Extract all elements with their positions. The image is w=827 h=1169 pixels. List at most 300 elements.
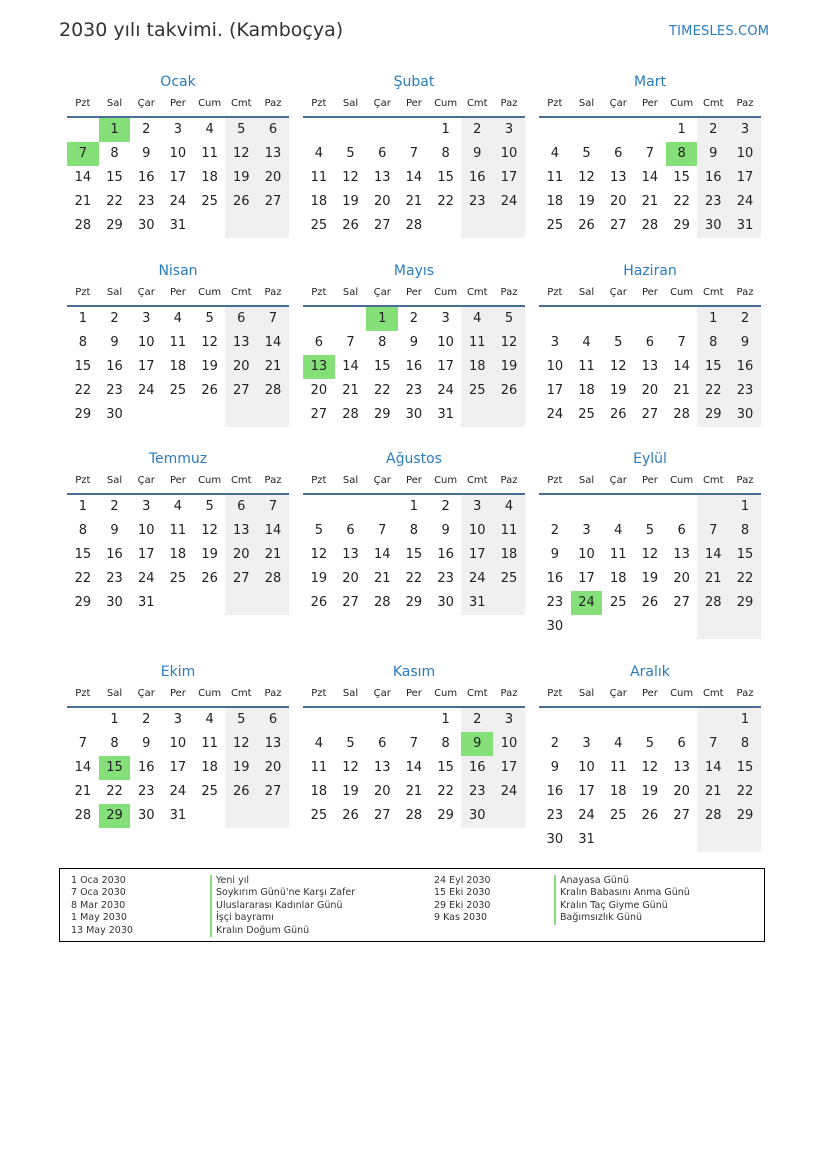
day-cell: 4 [314, 736, 323, 751]
day-cell: 20 [373, 784, 391, 799]
day-cell: 9 [110, 523, 119, 538]
day-cell: 25 [201, 784, 218, 799]
day-cell: 12 [310, 547, 328, 562]
day-cell: 13 [373, 170, 391, 185]
day-cell: 16 [106, 547, 123, 562]
legend-entry: 24 Eyl 2030 [434, 875, 491, 886]
weekday-label: Per [169, 688, 186, 699]
empty-cell [729, 615, 761, 639]
day-cell: 9 [697, 142, 729, 166]
weekday-label: Cmt [466, 475, 488, 486]
day-cell: 29 [729, 804, 761, 828]
day-cell: 20 [257, 166, 289, 190]
weekday-label: Paz [500, 98, 518, 109]
day-cell: 12 [342, 760, 359, 775]
day-cell: 20 [225, 543, 257, 567]
day-cell: 8 [78, 523, 87, 538]
day-cell: 29 [729, 591, 761, 615]
day-cell: 7 [645, 146, 655, 161]
day-cell: 6 [225, 307, 257, 331]
weekday-label: Cum [670, 98, 694, 109]
day-cell: 13 [257, 142, 289, 166]
weekday-label: Per [641, 287, 658, 298]
day-cell: 2 [550, 523, 559, 538]
day-cell: 25 [310, 218, 328, 233]
day-cell: 23 [106, 383, 123, 398]
empty-cell [493, 804, 525, 828]
day-grid [539, 307, 761, 427]
weekday-label: Cmt [702, 287, 724, 298]
weekday-label: Sal [106, 688, 123, 699]
day-cell: 8 [729, 519, 761, 543]
empty-cell [335, 708, 367, 732]
day-cell: 28 [673, 407, 690, 422]
legend-entry: 13 May 2030 [71, 924, 133, 936]
weekday-label: Pzt [75, 287, 91, 298]
day-cell: 28 [405, 808, 423, 823]
day-cell: 13 [225, 519, 257, 543]
legend-entry: Kralın Taç Giyme Günü [554, 900, 690, 912]
weekday-label: Çar [137, 98, 155, 109]
month-block [303, 72, 525, 238]
day-cell: 5 [614, 335, 623, 350]
day-cell: 2 [110, 311, 119, 326]
day-cell: 30 [106, 595, 123, 610]
day-cell: 4 [205, 712, 214, 727]
weekday-label: Cmt [702, 688, 724, 699]
day-cell: 17 [137, 359, 155, 374]
brand-logo-link[interactable]: TIMESLES.COM [669, 24, 770, 39]
day-cell: 14 [405, 760, 423, 775]
day-cell: 20 [641, 383, 659, 398]
day-cell: 18 [201, 170, 218, 185]
day-cell: 13 [609, 170, 627, 185]
legend-entry: Uluslararası Kadınlar Günü [210, 900, 355, 912]
day-cell: 9 [110, 335, 119, 350]
empty-cell [194, 591, 226, 615]
day-cell: 3 [582, 523, 591, 538]
day-cell: 9 [142, 146, 151, 161]
day-cell: 31 [461, 591, 493, 615]
day-cell: 11 [310, 760, 328, 775]
weekday-label: Per [405, 688, 422, 699]
day-cell: 26 [342, 218, 359, 233]
weekday-label: Sal [106, 98, 123, 109]
empty-cell [194, 403, 226, 427]
day-cell: 16 [461, 166, 493, 190]
day-cell: 12 [493, 331, 525, 355]
day-cell: 2 [697, 118, 729, 142]
day-cell: 11 [201, 146, 218, 161]
day-cell: 22 [437, 194, 454, 209]
day-cell: 22 [697, 379, 729, 403]
weekday-label: Sal [342, 287, 359, 298]
day-cell: 24 [546, 407, 564, 422]
day-cell: 30 [405, 407, 423, 422]
legend-entry: İşçi bayramı [210, 912, 355, 924]
weekday-label: Cum [434, 98, 458, 109]
day-cell: 1 [366, 307, 398, 331]
day-cell: 18 [310, 194, 328, 209]
day-cell: 22 [74, 571, 92, 586]
day-cell: 23 [729, 379, 761, 403]
day-cell: 28 [257, 379, 289, 403]
weekday-label: Per [405, 475, 422, 486]
empty-cell [602, 495, 634, 519]
legend-entry: Bağımsızlık Günü [554, 912, 690, 924]
day-cell: 14 [257, 519, 289, 543]
day-cell: 8 [441, 736, 450, 751]
day-cell: 19 [641, 571, 659, 586]
day-cell: 22 [405, 571, 423, 586]
day-cell: 24 [571, 591, 603, 615]
weekday-label: Cmt [702, 475, 724, 486]
weekday-label: Per [169, 98, 186, 109]
month-block [539, 662, 761, 852]
weekday-label: Çar [609, 287, 627, 298]
day-cell: 29 [673, 218, 690, 233]
weekday-label: Çar [373, 98, 391, 109]
empty-cell [398, 708, 430, 732]
day-cell: 21 [342, 383, 359, 398]
day-cell: 27 [257, 780, 289, 804]
empty-cell [225, 403, 257, 427]
day-cell: 3 [461, 495, 493, 519]
day-cell: 18 [169, 359, 187, 374]
month-name: Mayıs [393, 263, 435, 279]
legend-entry: 1 May 2030 [71, 912, 127, 924]
day-cell: 1 [729, 495, 761, 519]
day-cell: 16 [405, 359, 423, 374]
day-cell: 10 [169, 146, 187, 161]
day-cell: 9 [142, 736, 151, 751]
day-cell: 7 [67, 142, 99, 166]
day-cell: 1 [677, 122, 686, 137]
day-cell: 12 [641, 547, 659, 562]
day-grid [67, 118, 289, 238]
weekday-label: Cmt [466, 287, 488, 298]
empty-cell [225, 804, 257, 828]
day-cell: 16 [546, 571, 564, 586]
month-block [67, 261, 289, 427]
day-cell: 28 [697, 804, 729, 828]
day-cell: 19 [641, 784, 659, 799]
weekday-label: Çar [609, 475, 627, 486]
month-block [67, 72, 289, 238]
weekday-label: Cum [434, 688, 458, 699]
empty-cell [366, 708, 398, 732]
day-cell: 6 [614, 146, 623, 161]
day-cell: 9 [441, 523, 450, 538]
legend-entry: 1 Oca 2030 [71, 875, 126, 886]
weekday-header [67, 473, 289, 495]
weekday-header [303, 96, 525, 118]
day-cell: 7 [346, 335, 355, 350]
day-cell: 14 [342, 359, 359, 374]
day-cell: 23 [461, 780, 493, 804]
day-cell: 7 [409, 146, 419, 161]
empty-cell [634, 615, 666, 639]
weekday-label: Paz [500, 287, 518, 298]
month-block [67, 449, 289, 615]
weekday-label: Çar [373, 287, 391, 298]
empty-cell [729, 828, 761, 852]
day-cell: 24 [137, 383, 155, 398]
empty-cell [194, 804, 226, 828]
empty-cell [430, 214, 462, 238]
empty-cell [225, 591, 257, 615]
day-cell: 15 [673, 170, 690, 185]
day-cell: 11 [546, 170, 564, 185]
weekday-label: Sal [578, 688, 595, 699]
empty-cell [398, 118, 430, 142]
empty-cell [335, 307, 367, 331]
day-cell: 8 [697, 331, 729, 355]
day-cell: 2 [142, 122, 151, 137]
day-cell: 9 [461, 732, 493, 756]
empty-cell [257, 214, 289, 238]
weekday-label: Per [169, 475, 186, 486]
empty-cell [539, 118, 571, 142]
month-block [539, 72, 761, 238]
day-cell: 15 [729, 756, 761, 780]
day-cell: 7 [697, 519, 729, 543]
day-cell: 10 [137, 523, 155, 538]
day-cell: 29 [106, 218, 123, 233]
page-title: 2030 yılı takvimi. (Kamboçya) [59, 19, 344, 41]
day-cell: 8 [409, 523, 419, 538]
day-cell: 19 [493, 355, 525, 379]
weekday-header [539, 473, 761, 495]
day-cell: 18 [461, 355, 493, 379]
day-cell: 12 [225, 732, 257, 756]
empty-cell [366, 118, 398, 142]
day-cell: 26 [310, 595, 328, 610]
empty-cell [602, 828, 634, 852]
weekday-label: Paz [264, 688, 282, 699]
day-cell: 26 [225, 780, 257, 804]
day-cell: 23 [546, 595, 564, 610]
day-cell: 27 [225, 567, 257, 591]
day-cell: 14 [373, 547, 391, 562]
day-cell: 18 [201, 760, 218, 775]
empty-cell [257, 403, 289, 427]
day-cell: 22 [729, 780, 761, 804]
empty-cell [634, 307, 666, 331]
weekday-header [303, 686, 525, 708]
month-name: Nisan [158, 263, 198, 279]
legend-right-names [554, 875, 690, 925]
empty-cell [67, 708, 99, 732]
day-cell: 3 [142, 311, 151, 326]
day-cell: 27 [342, 595, 359, 610]
day-cell: 11 [609, 547, 627, 562]
day-cell: 3 [582, 736, 591, 751]
empty-cell [303, 307, 335, 331]
empty-cell [634, 495, 666, 519]
empty-cell [162, 403, 194, 427]
legend-right-dates [434, 875, 491, 925]
weekday-label: Cum [434, 287, 458, 298]
day-cell: 16 [437, 547, 454, 562]
day-cell: 23 [461, 190, 493, 214]
empty-cell [666, 828, 698, 852]
day-cell: 18 [609, 571, 627, 586]
day-cell: 8 [110, 146, 119, 161]
day-cell: 22 [106, 784, 123, 799]
day-cell: 28 [373, 595, 391, 610]
weekday-label: Cum [670, 287, 694, 298]
weekday-label: Pzt [75, 98, 91, 109]
day-cell: 27 [673, 808, 690, 823]
day-cell: 6 [346, 523, 355, 538]
day-cell: 12 [578, 170, 595, 185]
day-cell: 5 [225, 118, 257, 142]
day-cell: 7 [409, 736, 419, 751]
day-cell: 2 [441, 499, 450, 514]
empty-cell [602, 615, 634, 639]
weekday-label: Cmt [230, 688, 252, 699]
day-cell: 7 [78, 736, 87, 751]
weekday-label: Per [169, 287, 186, 298]
day-cell: 11 [493, 519, 525, 543]
day-cell: 14 [405, 170, 423, 185]
day-cell: 19 [201, 547, 218, 562]
day-cell: 7 [257, 495, 289, 519]
weekday-header [67, 285, 289, 307]
day-cell: 20 [225, 355, 257, 379]
weekday-label: Pzt [75, 475, 91, 486]
weekday-label: Paz [500, 688, 518, 699]
weekday-header [539, 686, 761, 708]
day-cell: 19 [310, 571, 328, 586]
empty-cell [666, 708, 698, 732]
day-cell: 17 [169, 170, 187, 185]
legend-left-names [210, 875, 355, 937]
weekday-label: Cmt [230, 475, 252, 486]
day-cell: 14 [697, 543, 729, 567]
legend-entry: 29 Eki 2030 [434, 899, 491, 911]
day-cell: 25 [609, 595, 627, 610]
empty-cell [697, 828, 729, 852]
day-cell: 3 [441, 311, 450, 326]
weekday-label: Pzt [547, 98, 563, 109]
day-cell: 28 [74, 218, 92, 233]
day-cell: 17 [169, 760, 187, 775]
day-cell: 28 [342, 407, 359, 422]
day-cell: 9 [729, 331, 761, 355]
month-block [539, 449, 761, 639]
day-cell: 17 [578, 784, 595, 799]
day-cell: 22 [437, 784, 454, 799]
weekday-label: Çar [373, 475, 391, 486]
day-cell: 6 [257, 708, 289, 732]
day-cell: 4 [582, 335, 591, 350]
day-cell: 15 [99, 756, 131, 780]
day-cell: 20 [310, 383, 328, 398]
day-cell: 5 [205, 311, 214, 326]
day-cell: 21 [405, 784, 423, 799]
day-cell: 25 [169, 571, 187, 586]
weekday-label: Sal [578, 98, 595, 109]
empty-cell [571, 615, 603, 639]
day-cell: 1 [441, 712, 450, 727]
day-grid [539, 495, 761, 639]
empty-cell [666, 495, 698, 519]
weekday-label: Cum [198, 688, 222, 699]
day-cell: 11 [310, 170, 328, 185]
weekday-label: Sal [342, 475, 359, 486]
empty-cell [461, 214, 493, 238]
day-cell: 6 [645, 335, 655, 350]
empty-cell [162, 591, 194, 615]
day-cell: 17 [546, 383, 564, 398]
day-grid [539, 708, 761, 852]
weekday-label: Pzt [547, 688, 563, 699]
day-cell: 14 [74, 760, 92, 775]
day-cell: 2 [110, 499, 119, 514]
month-name: Aralık [630, 664, 670, 680]
empty-cell [539, 708, 571, 732]
day-cell: 9 [461, 142, 493, 166]
day-cell: 27 [673, 595, 690, 610]
day-cell: 13 [673, 760, 690, 775]
day-cell: 16 [697, 166, 729, 190]
day-cell: 3 [729, 118, 761, 142]
weekday-label: Paz [500, 475, 518, 486]
day-cell: 30 [437, 595, 454, 610]
day-cell: 11 [461, 331, 493, 355]
empty-cell [539, 307, 571, 331]
day-cell: 3 [493, 708, 525, 732]
empty-cell [303, 495, 335, 519]
day-cell: 9 [409, 335, 419, 350]
day-cell: 3 [550, 335, 559, 350]
day-cell: 4 [493, 495, 525, 519]
day-cell: 13 [257, 732, 289, 756]
day-cell: 13 [342, 547, 359, 562]
empty-cell [602, 708, 634, 732]
empty-cell [67, 118, 99, 142]
legend-entry: 9 Kas 2030 [434, 912, 488, 924]
day-cell: 17 [578, 571, 595, 586]
day-grid [303, 495, 525, 615]
day-cell: 16 [137, 760, 155, 775]
weekday-label: Per [641, 688, 658, 699]
day-cell: 29 [405, 595, 423, 610]
day-cell: 20 [609, 194, 627, 209]
day-cell: 6 [378, 146, 387, 161]
day-cell: 29 [74, 595, 92, 610]
day-cell: 1 [697, 307, 729, 331]
weekday-label: Cmt [230, 287, 252, 298]
empty-cell [666, 615, 698, 639]
day-cell: 22 [74, 383, 92, 398]
weekday-label: Çar [137, 688, 155, 699]
empty-cell [493, 403, 525, 427]
day-cell: 14 [641, 170, 659, 185]
day-cell: 13 [303, 355, 335, 379]
empty-cell [571, 495, 603, 519]
day-cell: 25 [201, 194, 218, 209]
day-cell: 16 [546, 784, 564, 799]
day-cell: 30 [729, 403, 761, 427]
day-cell: 10 [493, 732, 525, 756]
empty-cell [571, 307, 603, 331]
empty-cell [225, 214, 257, 238]
weekday-header [67, 686, 289, 708]
day-cell: 1 [78, 499, 87, 514]
